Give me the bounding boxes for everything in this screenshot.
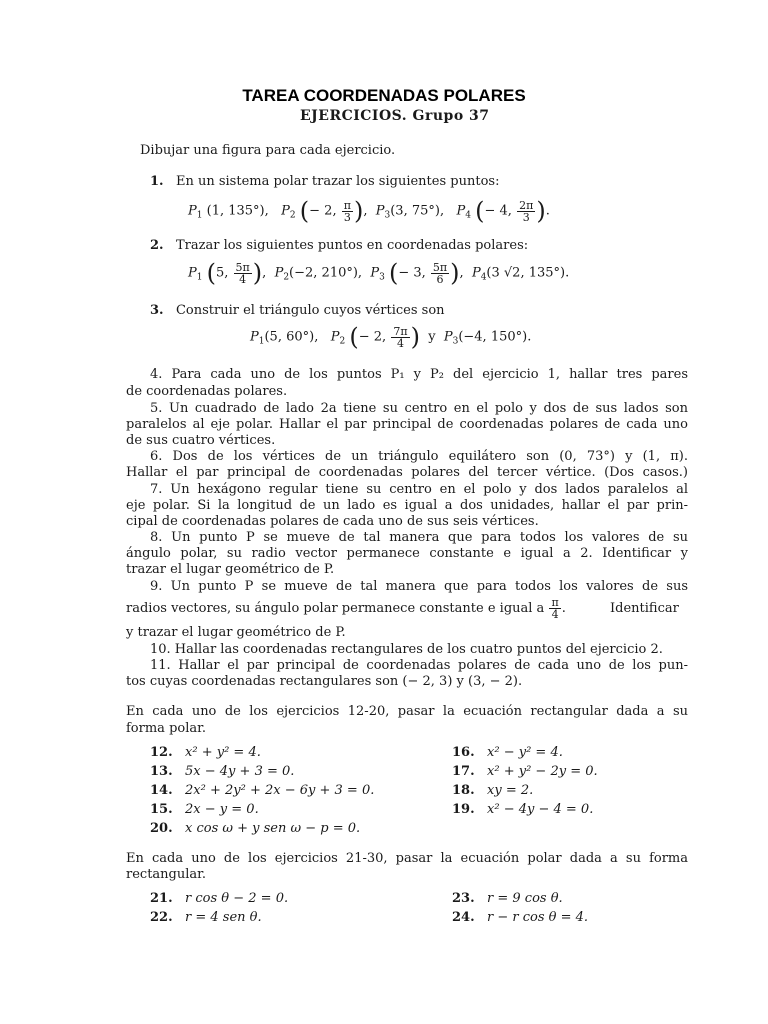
eq-17: 17. x² + y² − 2y = 0. — [452, 764, 598, 779]
eq-21: 21. r cos θ − 2 = 0. — [150, 891, 289, 906]
ex2-p1-r: 5, — [216, 265, 229, 281]
ex2-p2-sub: 2 — [283, 272, 290, 283]
ex2-p2-value: (−2, 210°), — [289, 265, 363, 281]
ex3-p3-sub: 3 — [452, 336, 459, 347]
ex2-p2-label: P — [274, 265, 284, 281]
ex2-points: $P_1$ (5, $\frac{5\pi}{4}$ ), $P_2(-2$, 210°), $P_3$ (− 3, $\frac{5\pi}{6}$ ), $P_4(3$ √2, 135°). — [188, 259, 570, 287]
ex1-p4-label: P — [456, 203, 466, 219]
ex3-number: 3. — [150, 303, 164, 318]
eq-14: 14. 2x² + 2y² + 2x − 6y + 3 = 0. — [150, 783, 375, 798]
ex6-line2: Hallar el par principal de coordenadas polares del tercer vértice. (Dos casos.) — [126, 465, 688, 480]
section2-line2: forma polar. — [126, 721, 207, 736]
ex8-line3: trazar el lugar geométrico de P. — [126, 562, 335, 577]
ex9-line1: 9. Un punto P se mueve de tal manera que para todos los valores de sus — [150, 579, 688, 594]
ex3-p2-label: P — [330, 329, 340, 345]
ex1-p3-sub: 3 — [384, 210, 391, 221]
ex1-p2-r: − 2, — [309, 203, 337, 219]
ex2-p4-value: (3 √2, 135°). — [486, 265, 570, 281]
ex6-line1: 6. Dos de los vértices de un triángulo equilátero son (0, 73°) y (1, π). — [150, 449, 688, 464]
eq-19: 19. x² − 4y − 4 = 0. — [452, 802, 594, 817]
ex8-line1: 8. Un punto P se mueve de tal manera que para todos los valores de su — [150, 530, 688, 545]
eq-12: 12. x² + y² = 4. — [150, 745, 261, 760]
ex9-line2: radios vectores, su ángulo polar permanece constante e igual a $\frac{\pi}{4}$ . — [126, 596, 566, 621]
ex11-line1: 11. Hallar el par principal de coordenadas polares de cada uno de los pun- — [150, 658, 688, 673]
ex3-points: $P_1(5$, 60°), $P_2$ (− 2, $\frac{7\pi}{4}$ ) y $P_3(-4$, 150°). — [250, 323, 532, 351]
ex3-p1-value: (5, 60°), — [264, 329, 319, 345]
ex5-line2: paralelos al eje polar. Hallar el par principal de coordenadas polares de cada uno — [126, 417, 688, 432]
ex7-line1: 7. Un hexágono regular tiene su centro en el polo y dos lados paralelos al — [150, 482, 688, 497]
ex1-text: En un sistema polar trazar los siguientes puntos: — [175, 174, 500, 189]
eq-24: 24. r − r cos θ = 4. — [452, 910, 589, 925]
ex10-line: 10. Hallar las coordenadas rectangulares de los cuatro puntos del ejercicio 2. — [150, 642, 663, 657]
document-title: TAREA COORDENADAS POLARES — [242, 86, 526, 105]
section3-line1: En cada uno de los ejercicios 21-30, pasar la ecuación polar dada a su forma — [126, 851, 688, 866]
eq-15: 15. 2x − y = 0. — [150, 802, 259, 817]
section2-line1: En cada uno de los ejercicios 12-20, pasar la ecuación rectangular dada a su — [126, 704, 688, 719]
ex3-p1-sub: 1 — [258, 336, 265, 347]
ex1-p4-r: − 4, — [484, 203, 512, 219]
ex2-number: 2. — [150, 238, 164, 253]
ex9-identify: Identificar — [610, 601, 679, 616]
ex2-p1-angle: $\frac{5\pi}{4}$ — [235, 260, 250, 286]
ex1-p4-angle: $\frac{2\pi}{3}$ — [519, 198, 534, 224]
ex1-p4-sub: 4 — [465, 210, 471, 221]
ex2-statement — [150, 237, 528, 254]
ex3-p2-r: − 2, — [358, 329, 387, 345]
ex3-statement — [150, 302, 445, 319]
ex2-p4-label: P — [471, 265, 481, 281]
ex2-text: Trazar los siguientes puntos en coordenadas polares: — [175, 238, 529, 253]
ex2-p3-angle: $\frac{5\pi}{6}$ — [432, 260, 448, 286]
intro-text: Dibujar una figura para cada ejercicio. — [140, 143, 396, 158]
ex3-p1-label: P — [250, 329, 259, 345]
ex1-p1-value: (1, 135°), — [202, 203, 269, 219]
ex1-p2-angle: $\frac{\pi}{3}$ — [343, 198, 351, 224]
eq-16: 16. x² − y² = 4. — [452, 745, 563, 760]
eq-23: 23. r = 9 cos θ. — [452, 891, 563, 906]
ex1-p3-value: (3, 75°), — [390, 203, 445, 219]
ex5-line1: 5. Un cuadrado de lado 2a tiene su centro en el polo y dos de sus lados son — [150, 401, 688, 416]
ex3-p2-sub: 2 — [339, 336, 346, 347]
ex8-line2: ángulo polar, su radio vector permanece constante e igual a 2. Identificar y — [126, 546, 688, 561]
ex4-line1: 4. Para cada uno de los puntos P₁ y P₂ del ejercicio 1, hallar tres pares — [150, 367, 688, 382]
ex2-p3-r: − 3, — [398, 265, 426, 281]
eq-13: 13. 5x − 4y + 3 = 0. — [150, 764, 295, 779]
ex2-p3-sub: 3 — [379, 272, 385, 283]
ex1-p3-label: P — [375, 203, 385, 219]
ex3-and: y — [428, 329, 436, 345]
eq-22: 22. r = 4 sen θ. — [150, 910, 262, 925]
eq-20: 20. x cos ω + y sen ω − p = 0. — [150, 821, 361, 836]
ex3-p3-value: (−4, 150°). — [458, 329, 532, 345]
ex1-p2-sub: 2 — [289, 210, 296, 221]
ex2-p1-sub: 1 — [196, 272, 203, 283]
ex11-line2: tos cuyas coordenadas rectangulares son (− 2, 3) y (3, − 2). — [126, 674, 523, 689]
ex1-p1-sub: 1 — [196, 210, 203, 221]
ex3-text: Construir el triángulo cuyos vértices son — [175, 303, 445, 318]
ex9-line3: y trazar el lugar geométrico de P. — [126, 625, 346, 640]
ex4-line2: de coordenadas polares. — [126, 384, 288, 399]
ex9-line2-text: radios vectores, su ángulo polar permanece constante e igual a — [126, 601, 545, 616]
ex7-line3: cipal de coordenadas polares de cada uno de sus seis vértices. — [126, 514, 539, 529]
ex1-p2-label: P — [281, 203, 290, 219]
ex1-points: $P_1$ (1, 135°), $P_2$ (− 2, $\frac{\pi}{3}$ ), $P_3(3$, 75°), $P_4$ (− 4, $\frac{2\pi}{3}$ ). — [188, 197, 550, 225]
ex2-p4-sub: 4 — [480, 272, 487, 283]
ex2-p3-label: P — [370, 265, 380, 281]
ex7-line2: eje polar. Si la longitud de un lado es igual a dos unidades, hallar el par prin- — [126, 498, 688, 513]
ex5-line3: de sus cuatro vértices. — [126, 433, 276, 448]
ex1-number: 1. — [150, 174, 164, 189]
eq-18: 18. xy = 2. — [452, 783, 534, 798]
ex1-statement — [150, 173, 499, 190]
ex2-p1-label: P — [188, 265, 197, 281]
ex3-p2-angle: $\frac{7\pi}{4}$ — [393, 324, 408, 350]
document-subtitle: EJERCICIOS. Grupo 37 — [300, 108, 490, 124]
ex3-p3-label: P — [443, 329, 453, 345]
ex1-p1-label: P — [188, 203, 197, 219]
ex9-angle-fraction: $\frac{\pi}{4}$ — [551, 596, 559, 621]
section3-line2: rectangular. — [126, 867, 207, 882]
